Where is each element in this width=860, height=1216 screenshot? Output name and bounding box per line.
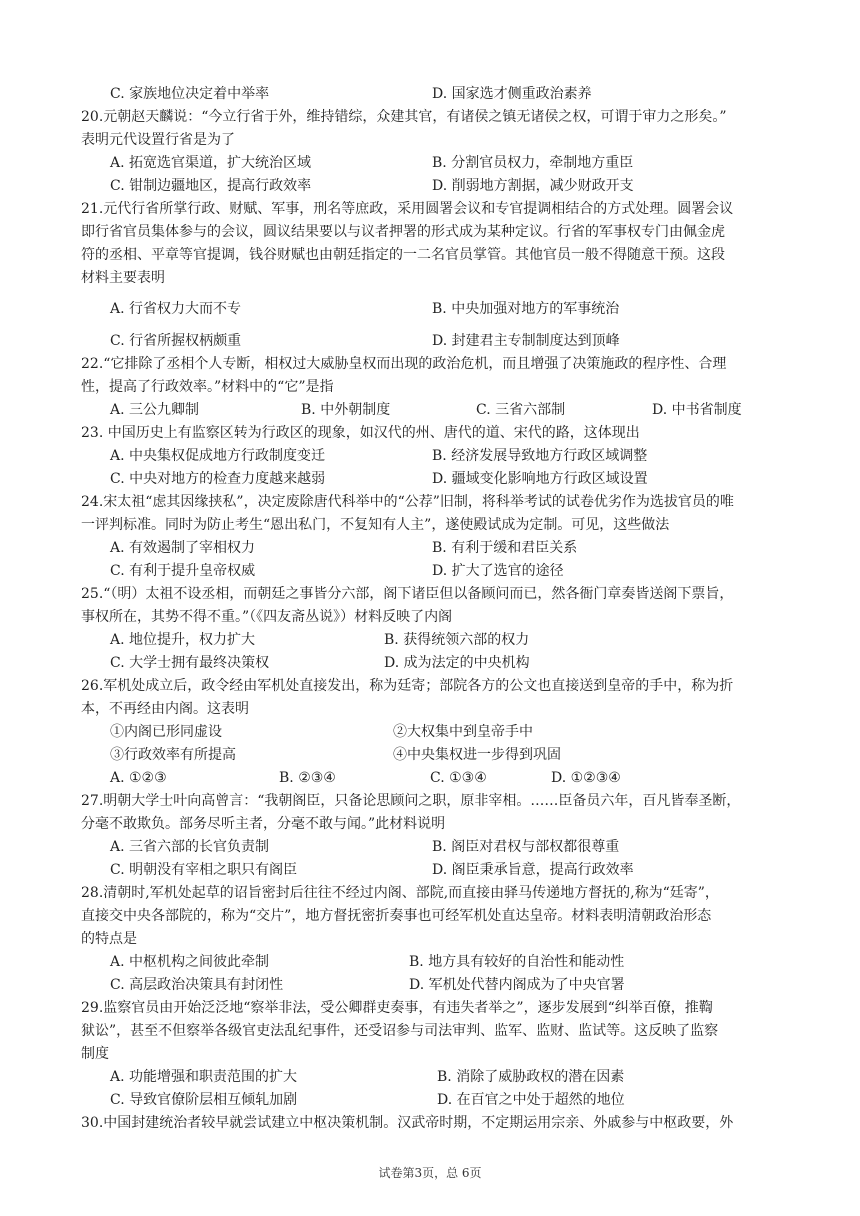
q24-stem-line: 一评判标准。同时为防止考生“恩出私门，不复知有人主”，遂使殿试成为定制。可见，这些做法 xyxy=(81,517,670,533)
q27-option-a: A. 三省六部的长官负责制 xyxy=(110,839,270,855)
q26-option-d: D. ①②③④ xyxy=(551,770,621,786)
q24-option-c: C. 有利于提升皇帝权威 xyxy=(110,563,256,579)
q23-stem-line: 23. 中国历史上有监察区转为行政区的现象，如汉代的州、唐代的道、宋代的路，这体现出 xyxy=(81,425,640,441)
q22-option-c: C. 三省六部制 xyxy=(476,402,566,418)
q25-option-a: A. 地位提升，权力扩大 xyxy=(110,632,256,648)
q25-stem-line: 25.“（明）太祖不设丞相，而朝廷之事皆分六部，阁下诸臣但以备顾问而已，然各衙门章奏皆送阁下票旨， xyxy=(81,586,734,602)
q21-option-a: A. 行省权力大而不专 xyxy=(110,301,242,317)
q24-stem-line: 24.宋太祖“虑其因缘挟私”，决定废除唐代科举中的“公荐”旧制，将科举考试的试卷优劣作为选拔官员的唯 xyxy=(81,494,734,510)
q22-stem-line: 22.“它排除了丞相个人专断，相权过大威胁皇权而出现的政治危机，而且增强了决策施政的程序性、合理 xyxy=(81,356,727,372)
q28-stem-line: 的特点是 xyxy=(81,931,137,947)
q21-option-b: B. 中央加强对地方的军事统治 xyxy=(432,301,620,317)
q26-stem-line: 本，不再经由内阁。这表明 xyxy=(81,701,249,717)
q26-option-c: C. ①③④ xyxy=(430,770,487,786)
q22-option-a: A. 三公九卿制 xyxy=(110,402,200,418)
q27-stem-line: 27.明朝大学士叶向高曾言：“我朝阁臣，只备论思顾问之职，原非宰相。……臣备员六年，百凡皆奉圣断， xyxy=(81,793,741,809)
q19-option-c: C. 家族地位决定着中举率 xyxy=(110,86,270,102)
page-footer: 试卷第3页，总 6页 xyxy=(378,1166,482,1180)
q28-option-c: C. 高层政治决策具有封闭性 xyxy=(110,977,284,993)
q24-option-d: D. 扩大了选官的途径 xyxy=(432,563,564,579)
q21-stem-line: 即行省官员集体参与的会议，圆议结果要以与议者押署的形式成为某种定议。行省的军事权专门由佩金虎 xyxy=(81,224,725,240)
q26-statement-2: ②大权集中到皇帝手中 xyxy=(393,724,533,740)
q21-stem-line: 符的丞相、平章等官提调，钱谷财赋也由朝廷指定的一二名官员掌管。其他官员一般不得随意干预。这段 xyxy=(81,247,725,263)
q29-option-d: D. 在百官之中处于超然的地位 xyxy=(437,1092,625,1108)
q29-option-c: C. 导致官僚阶层相互倾轧加剧 xyxy=(110,1092,298,1108)
q24-option-b: B. 有利于缓和君臣关系 xyxy=(432,540,578,556)
q23-option-d: D. 疆域变化影响地方行政区域设置 xyxy=(432,471,648,487)
q22-option-b: B. 中外朝制度 xyxy=(301,402,391,418)
q28-option-d: D. 军机处代替内阁成为了中央官署 xyxy=(409,977,625,993)
q27-stem-line: 分毫不敢欺负。部务尽听主者，分毫不敢与闻。”此材料说明 xyxy=(81,816,446,832)
q28-option-a: A. 中枢机构之间彼此牵制 xyxy=(110,954,270,970)
q29-stem-line: 制度 xyxy=(81,1046,109,1062)
q29-option-b: B. 消除了威胁政权的潜在因素 xyxy=(437,1069,625,1085)
q26-statement-4: ④中央集权进一步得到巩固 xyxy=(393,747,561,763)
q29-stem-line: 29.监察官员由开始泛泛地“察举非法，受公卿群吏奏事，有违失者举之”，逐步发展到“纠举百僚，推鞫 xyxy=(81,1000,713,1016)
q23-option-c: C. 中央对地方的检查力度越来越弱 xyxy=(110,471,326,487)
q28-stem-line: 直接交中央各部院的，称为“交片”，地方督抚密折奏事也可经军机处直达皇帝。材料表明清朝政治形态 xyxy=(81,908,712,924)
q26-statement-1: ①内阁已形同虚设 xyxy=(110,724,222,740)
q25-option-b: B. 获得统领六部的权力 xyxy=(384,632,530,648)
q26-option-b: B. ②③④ xyxy=(279,770,336,786)
q26-option-a: A. ①②③ xyxy=(110,770,167,786)
q28-stem-line: 28.清朝时,军机处起草的诏旨密封后往往不经过内阁、部院,而直接由驿马传递地方督抚的,称为“廷寄”， xyxy=(81,885,719,901)
q25-stem-line: 事权所在，其势不得不重。”（《四友斋丛说》）材料反映了内阁 xyxy=(81,609,453,625)
q20-option-a: A. 拓宽选官渠道，扩大统治区域 xyxy=(110,155,312,171)
q19-option-d: D. 国家选才侧重政治素养 xyxy=(432,86,592,102)
q22-stem-line: 性，提高了行政效率。”材料中的“它”是指 xyxy=(81,379,334,395)
q27-option-c: C. 明朝没有宰相之职只有阁臣 xyxy=(110,862,298,878)
q22-option-d: D. 中书省制度 xyxy=(652,402,742,418)
q28-option-b: B. 地方具有较好的自治性和能动性 xyxy=(409,954,625,970)
q23-option-a: A. 中央集权促成地方行政制度变迁 xyxy=(110,448,326,464)
q21-stem-line: 21.元代行省所掌行政、财赋、军事，刑名等庶政，采用圆署会议和专官提调相结合的方式处理。圆署会议 xyxy=(81,201,734,217)
q29-option-a: A. 功能增强和职责范围的扩大 xyxy=(110,1069,298,1085)
q26-stem-line: 26.军机处成立后，政令经由军机处直接发出，称为廷寄；部院各方的公文也直接送到皇帝的手中，称为折 xyxy=(81,678,734,694)
q20-stem-line: 20.元朝赵天麟说：“今立行省于外，维持错综，众建其官，有诸侯之镇无诸侯之权，可谓于审力之形矣。” xyxy=(81,109,727,125)
q21-option-d: D. 封建君主专制制度达到顶峰 xyxy=(432,333,620,349)
q20-option-c: C. 钳制边疆地区，提高行政效率 xyxy=(110,178,312,194)
q29-stem-line: 狱讼”，甚至不但察举各级官吏法乱纪事件，还受诏参与司法审判、监军、监财、监试等。这反映了监察 xyxy=(81,1023,719,1039)
q20-option-d: D. 削弱地方割据，减少财政开支 xyxy=(432,178,634,194)
q20-option-b: B. 分割官员权力，牵制地方重臣 xyxy=(432,155,634,171)
q25-option-c: C. 大学士拥有最终决策权 xyxy=(110,655,270,671)
q24-option-a: A. 有效遏制了宰相权力 xyxy=(110,540,256,556)
q21-stem-line: 材料主要表明 xyxy=(81,270,165,286)
q23-option-b: B. 经济发展导致地方行政区域调整 xyxy=(432,448,648,464)
q20-stem-line: 表明元代设置行省是为了 xyxy=(81,132,235,148)
q30-stem-line: 30.中国封建统治者较早就尝试建立中枢决策机制。汉武帝时期，不定期运用宗亲、外戚参与中枢政要，外 xyxy=(81,1115,734,1131)
q27-option-d: D. 阁臣秉承旨意，提高行政效率 xyxy=(432,862,634,878)
q27-option-b: B. 阁臣对君权与部权都很尊重 xyxy=(432,839,620,855)
q21-option-c: C. 行省所握权柄颇重 xyxy=(110,333,242,349)
q26-statement-3: ③行政效率有所提高 xyxy=(110,747,236,763)
q25-option-d: D. 成为法定的中央机构 xyxy=(384,655,530,671)
